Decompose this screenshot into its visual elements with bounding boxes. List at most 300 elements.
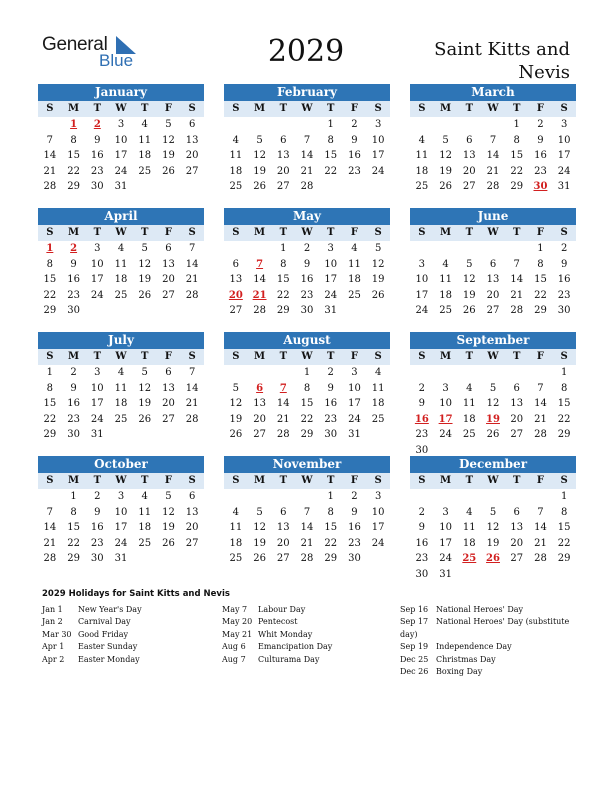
holiday-date: Apr 1 bbox=[42, 642, 65, 652]
day-cell: 30 bbox=[67, 305, 80, 316]
day-cell: 28 bbox=[510, 305, 524, 316]
day-cell: 11 bbox=[371, 382, 385, 394]
day-cell: 29 bbox=[67, 553, 80, 564]
day-cell: 18 bbox=[462, 537, 476, 549]
day-cell: 29 bbox=[557, 553, 571, 564]
holiday-item bbox=[42, 641, 212, 653]
day-cell: 15 bbox=[534, 274, 547, 285]
week-row bbox=[410, 381, 576, 397]
day-cell: 30 bbox=[348, 553, 361, 564]
holiday-name: National Heroes' Day (substitute bbox=[436, 617, 570, 627]
day-cell: 16 bbox=[324, 398, 338, 409]
holiday-date: Mar 30 bbox=[42, 629, 72, 639]
day-cell: 2 bbox=[303, 243, 311, 254]
empty-day-cell bbox=[248, 489, 272, 505]
day-cell: 17 bbox=[557, 150, 571, 161]
day-cell: 6 bbox=[188, 491, 196, 502]
week-row bbox=[224, 148, 390, 164]
day-cell: 21 bbox=[300, 165, 314, 177]
day-cell: 28 bbox=[486, 181, 500, 192]
weekday-label: S bbox=[560, 475, 568, 486]
day-cell: 4 bbox=[141, 119, 148, 130]
weekday-label: F bbox=[350, 475, 358, 486]
weekday-label: T bbox=[141, 351, 149, 362]
weekday-label: M bbox=[68, 475, 80, 486]
day-cell: 30 bbox=[90, 181, 104, 192]
day-cell: 2 bbox=[560, 243, 568, 254]
month-june bbox=[410, 208, 576, 319]
day-cell: 1 bbox=[46, 367, 54, 378]
day-cell: 13 bbox=[229, 274, 243, 285]
day-cell: 2 bbox=[93, 119, 101, 130]
day-cell: 11 bbox=[415, 150, 429, 161]
day-cell: 19 bbox=[486, 413, 500, 425]
weekday-header bbox=[224, 225, 390, 241]
weekday-label: S bbox=[188, 475, 196, 486]
day-cell: 3 bbox=[442, 382, 449, 394]
month-july bbox=[38, 332, 204, 443]
day-cell: 9 bbox=[303, 258, 311, 270]
day-cell: 17 bbox=[371, 150, 385, 161]
day-cell: 22 bbox=[557, 413, 571, 425]
day-cell: 13 bbox=[510, 398, 524, 409]
day-cell: 1 bbox=[70, 119, 78, 130]
day-cell: 2 bbox=[70, 367, 77, 378]
day-cell: 30 bbox=[324, 429, 338, 440]
day-cell: 23 bbox=[67, 289, 80, 301]
weekday-header bbox=[224, 349, 390, 365]
week-row bbox=[410, 179, 576, 195]
holiday-name: Christmas Day bbox=[436, 654, 496, 664]
week-row bbox=[224, 396, 390, 412]
week-row bbox=[224, 179, 390, 195]
day-cell: 14 bbox=[185, 382, 199, 394]
day-cell: 11 bbox=[462, 522, 476, 533]
week-row bbox=[38, 179, 204, 195]
day-cell: 12 bbox=[253, 150, 266, 161]
holiday-name: Whit Monday bbox=[258, 629, 313, 639]
holiday-name: National Heroes' Day bbox=[436, 605, 524, 614]
day-cell: 1 bbox=[46, 243, 54, 254]
day-cell: 10 bbox=[439, 398, 452, 409]
day-cell: 16 bbox=[90, 522, 104, 533]
day-cell: 20 bbox=[162, 398, 175, 409]
empty-day-cell bbox=[248, 117, 272, 133]
holiday-date: Jan 2 bbox=[42, 617, 63, 627]
day-cell: 22 bbox=[43, 289, 57, 301]
empty-day-cell bbox=[529, 365, 553, 381]
day-cell: 5 bbox=[489, 506, 497, 518]
empty-day-cell bbox=[505, 241, 529, 257]
day-cell: 28 bbox=[43, 181, 57, 192]
holiday-item bbox=[222, 641, 392, 653]
day-cell: 7 bbox=[279, 382, 287, 394]
empty-day-cell bbox=[366, 427, 390, 443]
weekday-label: T bbox=[141, 103, 149, 114]
day-cell: 28 bbox=[300, 181, 314, 192]
day-cell: 25 bbox=[462, 429, 476, 440]
weekday-label: T bbox=[141, 475, 149, 486]
day-cell: 18 bbox=[138, 522, 152, 533]
day-cell: 19 bbox=[162, 522, 175, 533]
day-cell: 15 bbox=[510, 150, 524, 161]
day-cell: 22 bbox=[67, 537, 80, 549]
holiday-name: Boxing Day bbox=[436, 667, 483, 677]
week-row bbox=[38, 133, 204, 149]
day-cell: 7 bbox=[303, 506, 311, 518]
weekday-header bbox=[38, 349, 204, 365]
day-cell: 18 bbox=[415, 165, 429, 177]
day-cell: 7 bbox=[46, 134, 54, 146]
month-title: February bbox=[224, 84, 390, 101]
weekday-label: T bbox=[93, 351, 102, 362]
day-cell: 5 bbox=[374, 243, 382, 254]
day-cell: 8 bbox=[46, 382, 54, 394]
day-cell: 10 bbox=[90, 258, 104, 270]
weekday-label: T bbox=[93, 103, 102, 114]
month-title: March bbox=[410, 84, 576, 101]
day-cell: 26 bbox=[462, 305, 476, 316]
day-cell: 21 bbox=[486, 165, 500, 177]
week-row bbox=[38, 381, 204, 397]
empty-day-cell bbox=[410, 117, 434, 133]
month-april bbox=[38, 208, 204, 319]
day-cell: 18 bbox=[439, 289, 452, 301]
day-cell: 20 bbox=[276, 537, 290, 549]
day-cell: 9 bbox=[351, 134, 358, 146]
weekday-label: W bbox=[301, 103, 313, 114]
weekday-label: T bbox=[465, 351, 474, 362]
day-cell: 8 bbox=[513, 134, 520, 146]
day-cell: 9 bbox=[94, 506, 101, 518]
day-cell: 18 bbox=[229, 165, 243, 177]
day-cell: 17 bbox=[114, 150, 128, 161]
day-cell: 13 bbox=[253, 398, 266, 409]
country-name bbox=[420, 38, 570, 84]
day-cell: 25 bbox=[415, 181, 429, 192]
weekday-label: W bbox=[115, 351, 127, 362]
day-cell: 24 bbox=[557, 165, 571, 177]
day-cell: 7 bbox=[46, 506, 54, 518]
day-cell: 21 bbox=[43, 165, 57, 177]
day-cell: 19 bbox=[371, 274, 385, 285]
holiday-date: May 20 bbox=[222, 617, 253, 627]
weekday-label: T bbox=[327, 103, 335, 114]
day-cell: 7 bbox=[256, 258, 264, 270]
week-row bbox=[224, 536, 390, 552]
empty-day-cell bbox=[481, 241, 505, 257]
day-cell: 2 bbox=[537, 119, 544, 130]
week-row bbox=[224, 303, 390, 319]
holiday-item bbox=[222, 616, 392, 628]
day-cell: 11 bbox=[114, 382, 128, 394]
weekday-label: S bbox=[560, 227, 568, 238]
day-cell: 19 bbox=[253, 165, 266, 177]
day-cell: 18 bbox=[348, 274, 361, 285]
empty-day-cell bbox=[481, 365, 505, 381]
day-cell: 5 bbox=[489, 382, 497, 394]
day-cell: 20 bbox=[185, 522, 199, 533]
weekday-label: S bbox=[232, 351, 240, 362]
week-row bbox=[38, 241, 204, 257]
day-cell: 16 bbox=[534, 150, 547, 161]
day-cell: 14 bbox=[486, 150, 500, 161]
country-line-1: Saint Kitts and bbox=[434, 39, 570, 60]
day-cell: 28 bbox=[253, 305, 266, 316]
week-row bbox=[38, 412, 204, 428]
day-cell: 1 bbox=[537, 243, 544, 254]
empty-day-cell bbox=[157, 551, 181, 567]
holiday-name: Good Friday bbox=[78, 629, 129, 639]
day-cell: 27 bbox=[229, 305, 243, 316]
day-cell: 22 bbox=[557, 537, 571, 549]
day-cell: 17 bbox=[415, 289, 429, 301]
empty-day-cell bbox=[157, 427, 181, 443]
week-row bbox=[224, 117, 390, 133]
weekday-label: W bbox=[487, 475, 499, 486]
day-cell: 17 bbox=[90, 274, 104, 285]
week-row bbox=[410, 164, 576, 180]
day-cell: 10 bbox=[371, 506, 385, 518]
day-cell: 12 bbox=[486, 398, 500, 409]
holiday-item bbox=[400, 616, 575, 628]
empty-day-cell bbox=[552, 567, 576, 583]
weekday-label: F bbox=[350, 103, 358, 114]
empty-day-cell bbox=[133, 179, 157, 195]
weekday-label: W bbox=[487, 227, 499, 238]
holiday-date: Sep 17 bbox=[400, 617, 429, 627]
day-cell: 23 bbox=[90, 537, 104, 549]
month-title: May bbox=[224, 208, 390, 225]
empty-day-cell bbox=[295, 489, 319, 505]
day-cell: 8 bbox=[303, 382, 311, 394]
day-cell: 9 bbox=[418, 398, 426, 409]
day-cell: 20 bbox=[462, 165, 476, 177]
day-cell: 17 bbox=[438, 413, 453, 425]
day-cell: 27 bbox=[510, 553, 524, 564]
week-row bbox=[410, 505, 576, 521]
weekday-label: M bbox=[254, 475, 266, 486]
day-cell: 26 bbox=[162, 537, 175, 549]
day-cell: 24 bbox=[415, 305, 429, 316]
day-cell: 23 bbox=[324, 413, 338, 425]
day-cell: 14 bbox=[43, 150, 57, 161]
holiday-date: Dec 26 bbox=[400, 667, 429, 677]
day-cell: 31 bbox=[114, 553, 128, 564]
day-cell: 28 bbox=[534, 553, 547, 564]
week-row bbox=[38, 288, 204, 304]
day-cell: 26 bbox=[229, 429, 243, 440]
day-cell: 26 bbox=[439, 181, 452, 192]
week-row bbox=[38, 536, 204, 552]
day-cell: 1 bbox=[560, 367, 568, 378]
holiday-date: Jan 1 bbox=[42, 605, 63, 614]
day-cell: 7 bbox=[537, 382, 544, 394]
day-cell: 16 bbox=[67, 398, 80, 409]
holiday-date: Sep 16 bbox=[400, 605, 429, 614]
day-cell: 8 bbox=[70, 506, 77, 518]
weekday-label: S bbox=[46, 103, 54, 114]
day-cell: 6 bbox=[165, 243, 172, 254]
day-cell: 14 bbox=[43, 522, 57, 533]
day-cell: 6 bbox=[513, 506, 520, 518]
day-cell: 27 bbox=[185, 165, 199, 177]
weekday-label: F bbox=[164, 103, 172, 114]
day-cell: 16 bbox=[415, 537, 429, 549]
holiday-name: Culturama Day bbox=[258, 654, 320, 664]
day-cell: 29 bbox=[510, 181, 524, 192]
day-cell: 12 bbox=[138, 258, 152, 270]
day-cell: 24 bbox=[371, 537, 385, 549]
day-cell: 26 bbox=[371, 289, 385, 301]
day-cell: 25 bbox=[371, 413, 385, 425]
month-title: September bbox=[410, 332, 576, 349]
day-cell: 14 bbox=[185, 258, 199, 270]
empty-day-cell bbox=[434, 489, 458, 505]
day-cell: 22 bbox=[534, 289, 547, 301]
day-cell: 18 bbox=[462, 413, 476, 425]
day-cell: 20 bbox=[276, 165, 290, 177]
empty-day-cell bbox=[224, 365, 248, 381]
day-cell: 16 bbox=[557, 274, 571, 285]
day-cell: 5 bbox=[165, 491, 172, 502]
day-cell: 10 bbox=[415, 274, 429, 285]
holiday-name: New Year's Day bbox=[78, 605, 142, 614]
day-cell: 19 bbox=[486, 537, 500, 549]
day-cell: 23 bbox=[348, 537, 361, 549]
country-line-2: Nevis bbox=[518, 62, 570, 83]
day-cell: 3 bbox=[418, 258, 426, 270]
week-row bbox=[224, 381, 390, 397]
holiday-name: Pentecost bbox=[258, 617, 298, 627]
day-cell: 23 bbox=[67, 413, 80, 425]
day-cell: 28 bbox=[43, 553, 57, 564]
weekday-label: S bbox=[188, 103, 196, 114]
month-may bbox=[224, 208, 390, 319]
week-row bbox=[410, 520, 576, 536]
weekday-label: F bbox=[536, 227, 544, 238]
month-december bbox=[410, 456, 576, 582]
day-cell: 12 bbox=[138, 382, 152, 394]
week-row bbox=[224, 551, 390, 567]
calendar-year: 2029 bbox=[267, 34, 345, 69]
holiday-item bbox=[42, 604, 212, 616]
day-cell: 13 bbox=[185, 506, 199, 518]
holiday-date: May 21 bbox=[222, 629, 253, 639]
day-cell: 3 bbox=[560, 119, 568, 130]
weekday-label: T bbox=[279, 475, 288, 486]
day-cell: 20 bbox=[510, 413, 524, 425]
day-cell: 31 bbox=[114, 181, 128, 192]
empty-day-cell bbox=[224, 489, 248, 505]
empty-day-cell bbox=[224, 241, 248, 257]
weekday-label: S bbox=[188, 351, 196, 362]
week-row bbox=[410, 412, 576, 428]
holiday-item bbox=[222, 654, 392, 666]
week-row bbox=[410, 272, 576, 288]
day-cell: 30 bbox=[67, 429, 80, 440]
day-cell: 21 bbox=[534, 413, 547, 425]
weekday-label: M bbox=[440, 475, 452, 486]
day-cell: 3 bbox=[351, 367, 358, 378]
day-cell: 14 bbox=[300, 150, 314, 161]
week-row bbox=[410, 257, 576, 273]
holiday-item bbox=[222, 604, 392, 616]
day-cell: 21 bbox=[43, 537, 57, 549]
empty-day-cell bbox=[529, 567, 553, 583]
day-cell: 6 bbox=[165, 367, 172, 378]
weekday-header bbox=[38, 225, 204, 241]
day-cell: 22 bbox=[324, 537, 338, 549]
empty-day-cell bbox=[505, 365, 529, 381]
holiday-item bbox=[400, 641, 575, 653]
weekday-label: T bbox=[141, 227, 149, 238]
day-cell: 17 bbox=[371, 522, 385, 533]
day-cell: 6 bbox=[188, 119, 196, 130]
empty-day-cell bbox=[457, 241, 481, 257]
day-cell: 17 bbox=[439, 537, 452, 549]
day-cell: 15 bbox=[557, 398, 571, 409]
holiday-date: Dec 25 bbox=[400, 654, 429, 664]
day-cell: 18 bbox=[114, 274, 128, 285]
holiday-item bbox=[400, 654, 575, 666]
empty-day-cell bbox=[410, 365, 434, 381]
month-august bbox=[224, 332, 390, 443]
day-cell: 4 bbox=[117, 367, 125, 378]
weekday-label: S bbox=[374, 351, 382, 362]
day-cell: 27 bbox=[276, 553, 290, 564]
day-cell: 7 bbox=[513, 258, 520, 270]
weekday-label: T bbox=[465, 227, 474, 238]
empty-day-cell bbox=[109, 303, 133, 319]
week-row bbox=[410, 551, 576, 567]
day-cell: 12 bbox=[371, 258, 385, 270]
empty-day-cell bbox=[366, 551, 390, 567]
day-cell: 22 bbox=[510, 165, 524, 177]
weekday-label: F bbox=[536, 475, 544, 486]
day-cell: 3 bbox=[117, 119, 125, 130]
month-title: October bbox=[38, 456, 204, 473]
month-october bbox=[38, 456, 204, 567]
empty-day-cell bbox=[248, 241, 272, 257]
day-cell: 5 bbox=[256, 134, 263, 146]
month-september bbox=[410, 332, 576, 458]
holiday-item bbox=[222, 629, 392, 641]
week-row bbox=[224, 133, 390, 149]
holidays-title: 2029 Holidays for Saint Kitts and Nevis bbox=[42, 589, 230, 599]
empty-day-cell bbox=[224, 117, 248, 133]
day-cell: 7 bbox=[537, 506, 544, 518]
weekday-label: M bbox=[254, 103, 266, 114]
day-cell: 10 bbox=[348, 382, 361, 394]
day-cell: 16 bbox=[300, 274, 314, 285]
week-row bbox=[410, 365, 576, 381]
day-cell: 11 bbox=[439, 274, 452, 285]
day-cell: 31 bbox=[90, 429, 104, 440]
weekday-label: S bbox=[232, 227, 240, 238]
empty-day-cell bbox=[410, 241, 434, 257]
holiday-date: Sep 19 bbox=[400, 642, 429, 652]
day-cell: 2 bbox=[351, 491, 358, 502]
day-cell: 7 bbox=[489, 134, 497, 146]
day-cell: 22 bbox=[67, 165, 80, 177]
week-row bbox=[38, 505, 204, 521]
day-cell: 7 bbox=[303, 134, 311, 146]
day-cell: 11 bbox=[138, 134, 152, 146]
logo-text-blue: Blue bbox=[99, 51, 134, 70]
weekday-label: S bbox=[560, 351, 568, 362]
weekday-label: W bbox=[487, 351, 499, 362]
